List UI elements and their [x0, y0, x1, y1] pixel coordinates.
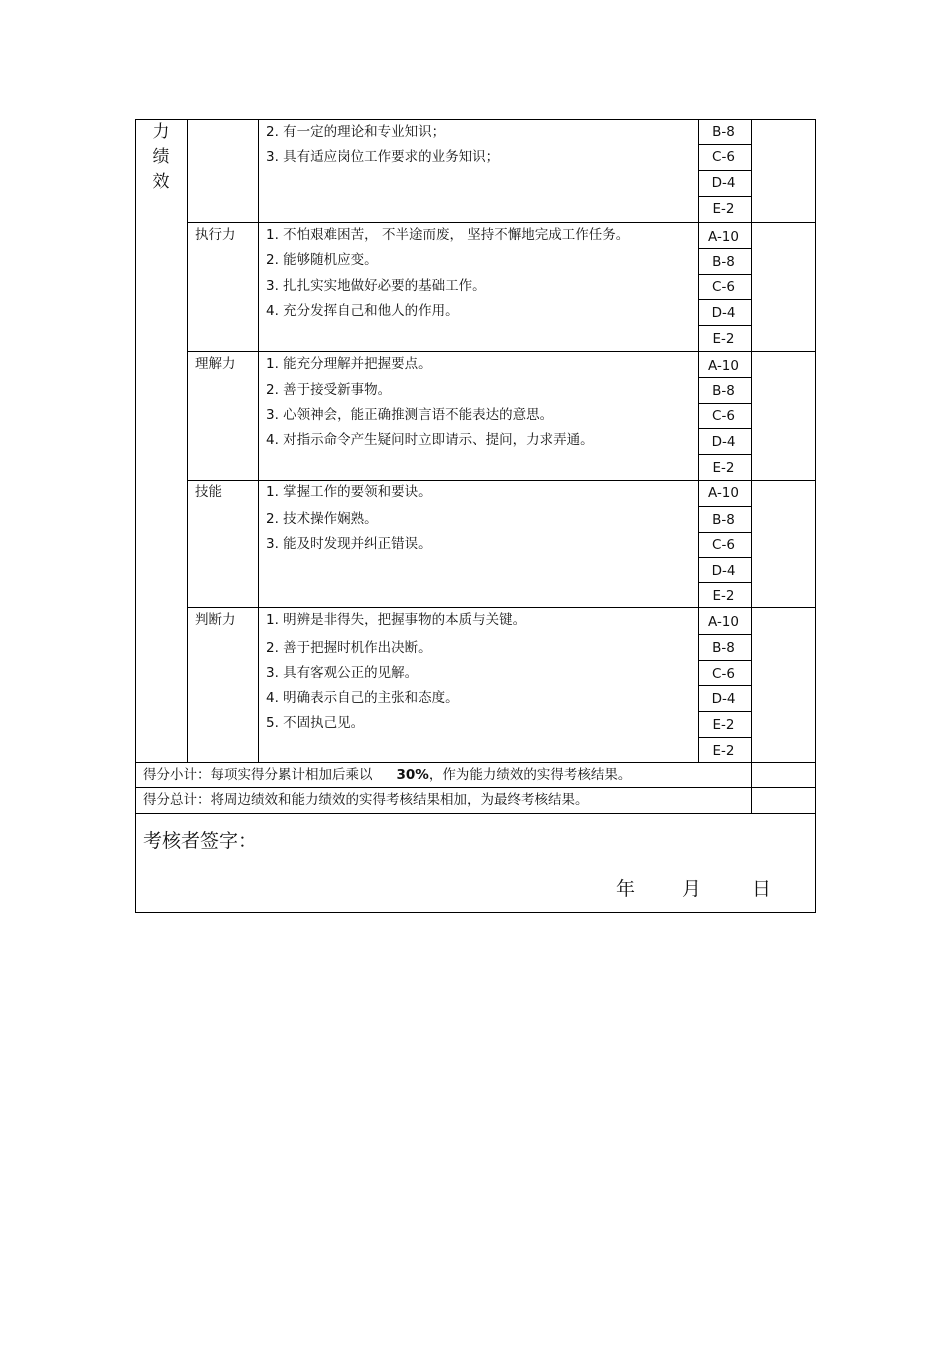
score-option: C-6 [712, 666, 735, 682]
score-option: E-2 [712, 460, 735, 476]
total-row: 得分总计：将周边绩效和能力绩效的实得考核结果相加，为最终考核结果。 [143, 792, 589, 808]
score-option: C-6 [712, 537, 735, 553]
score-cell-divider [698, 506, 751, 507]
date-day: 日 [752, 878, 772, 900]
row-divider [187, 351, 816, 352]
score-option: E-2 [712, 588, 735, 604]
score-cell-divider [698, 634, 751, 635]
score-option: C-6 [712, 279, 735, 295]
criteria-item: 1. 能充分理解并把握要点。 [266, 356, 432, 372]
score-cell-divider [698, 325, 751, 326]
score-cell-divider [698, 144, 751, 145]
score-cell-divider [698, 428, 751, 429]
criteria-item: 3. 具有适应岗位工作要求的业务知识； [266, 149, 500, 165]
score-option: C-6 [712, 408, 735, 424]
factor-label: 执行力 [195, 227, 236, 243]
score-cell-divider [698, 403, 751, 404]
score-cell-divider [698, 248, 751, 249]
criteria-item: 4. 对指示命令产生疑问时立即请示、提问，力求弄通。 [266, 432, 594, 448]
signature-label: 考核者签字： [143, 830, 258, 852]
score-option: A-10 [708, 485, 739, 501]
score-option: D-4 [711, 175, 736, 191]
factor-label: 判断力 [195, 612, 236, 628]
row-divider [187, 222, 816, 223]
subtotal-suffix: ，作为能力绩效的实得考核结果。 [428, 767, 632, 783]
score-option: D-4 [711, 563, 736, 579]
category-label: 力绩效 [152, 122, 170, 192]
criteria-item: 2. 技术操作娴熟。 [266, 511, 378, 527]
score-option: D-4 [711, 305, 736, 321]
row-divider [135, 762, 816, 763]
criteria-item: 3. 心领神会，能正确推测言语不能表达的意思。 [266, 407, 554, 423]
score-option: B-8 [712, 512, 735, 528]
criteria-item: 3. 具有客观公正的见解。 [266, 665, 419, 681]
criteria-item: 2. 有一定的理论和专业知识； [266, 124, 446, 140]
score-option: E-2 [712, 743, 735, 759]
subtotal-prefix: 得分小计：每项实得分累计相加后乘以 [143, 767, 373, 783]
criteria-item: 3. 能及时发现并纠正错误。 [266, 536, 432, 552]
score-option: A-10 [708, 229, 739, 245]
criteria-item: 2. 能够随机应变。 [266, 252, 378, 268]
score-cell-divider [698, 737, 751, 738]
subtotal-percent: 30% [396, 767, 429, 783]
date-year: 年 [616, 878, 636, 900]
date-month: 月 [682, 878, 702, 900]
score-option: A-10 [708, 614, 739, 630]
score-option: E-2 [712, 201, 735, 217]
row-divider [135, 787, 816, 788]
score-option: E-2 [712, 717, 735, 733]
score-option: C-6 [712, 149, 735, 165]
score-option: D-4 [711, 691, 736, 707]
score-option: B-8 [712, 124, 735, 140]
score-option: E-2 [712, 331, 735, 347]
score-cell-divider [698, 170, 751, 171]
criteria-item: 1. 掌握工作的要领和要诀。 [266, 484, 432, 500]
score-cell-divider [698, 582, 751, 583]
score-cell-divider [698, 532, 751, 533]
row-divider [187, 480, 816, 481]
score-option: A-10 [708, 358, 739, 374]
score-option: D-4 [711, 434, 736, 450]
criteria-item: 3. 扎扎实实地做好必要的基础工作。 [266, 278, 486, 294]
criteria-item: 2. 善于把握时机作出决断。 [266, 640, 432, 656]
score-option: B-8 [712, 383, 735, 399]
factor-column-border [258, 119, 259, 762]
score-cell-divider [698, 711, 751, 712]
category-column-border [187, 119, 188, 762]
criteria-item: 5. 不固执己见。 [266, 715, 365, 731]
score-option: B-8 [712, 254, 735, 270]
score-cell-divider [698, 196, 751, 197]
score-column-right-border [751, 119, 752, 813]
criteria-item: 1. 明辨是非得失，把握事物的本质与关键。 [266, 612, 527, 628]
score-cell-divider [698, 685, 751, 686]
score-cell-divider [698, 454, 751, 455]
factor-label: 技能 [195, 484, 222, 500]
score-cell-divider [698, 557, 751, 558]
row-divider [135, 813, 816, 814]
score-cell-divider [698, 377, 751, 378]
criteria-item: 4. 充分发挥自己和他人的作用。 [266, 303, 459, 319]
criteria-item: 2. 善于接受新事物。 [266, 382, 392, 398]
score-cell-divider [698, 660, 751, 661]
score-cell-divider [698, 274, 751, 275]
criteria-item: 4. 明确表示自己的主张和态度。 [266, 690, 459, 706]
row-divider [187, 607, 816, 608]
criteria-item: 1. 不怕艰难困苦， 不半途而废， 坚持不懈地完成工作任务。 [266, 227, 630, 243]
score-option: B-8 [712, 640, 735, 656]
factor-label: 理解力 [195, 356, 236, 372]
score-cell-divider [698, 299, 751, 300]
subtotal-row [143, 766, 631, 784]
